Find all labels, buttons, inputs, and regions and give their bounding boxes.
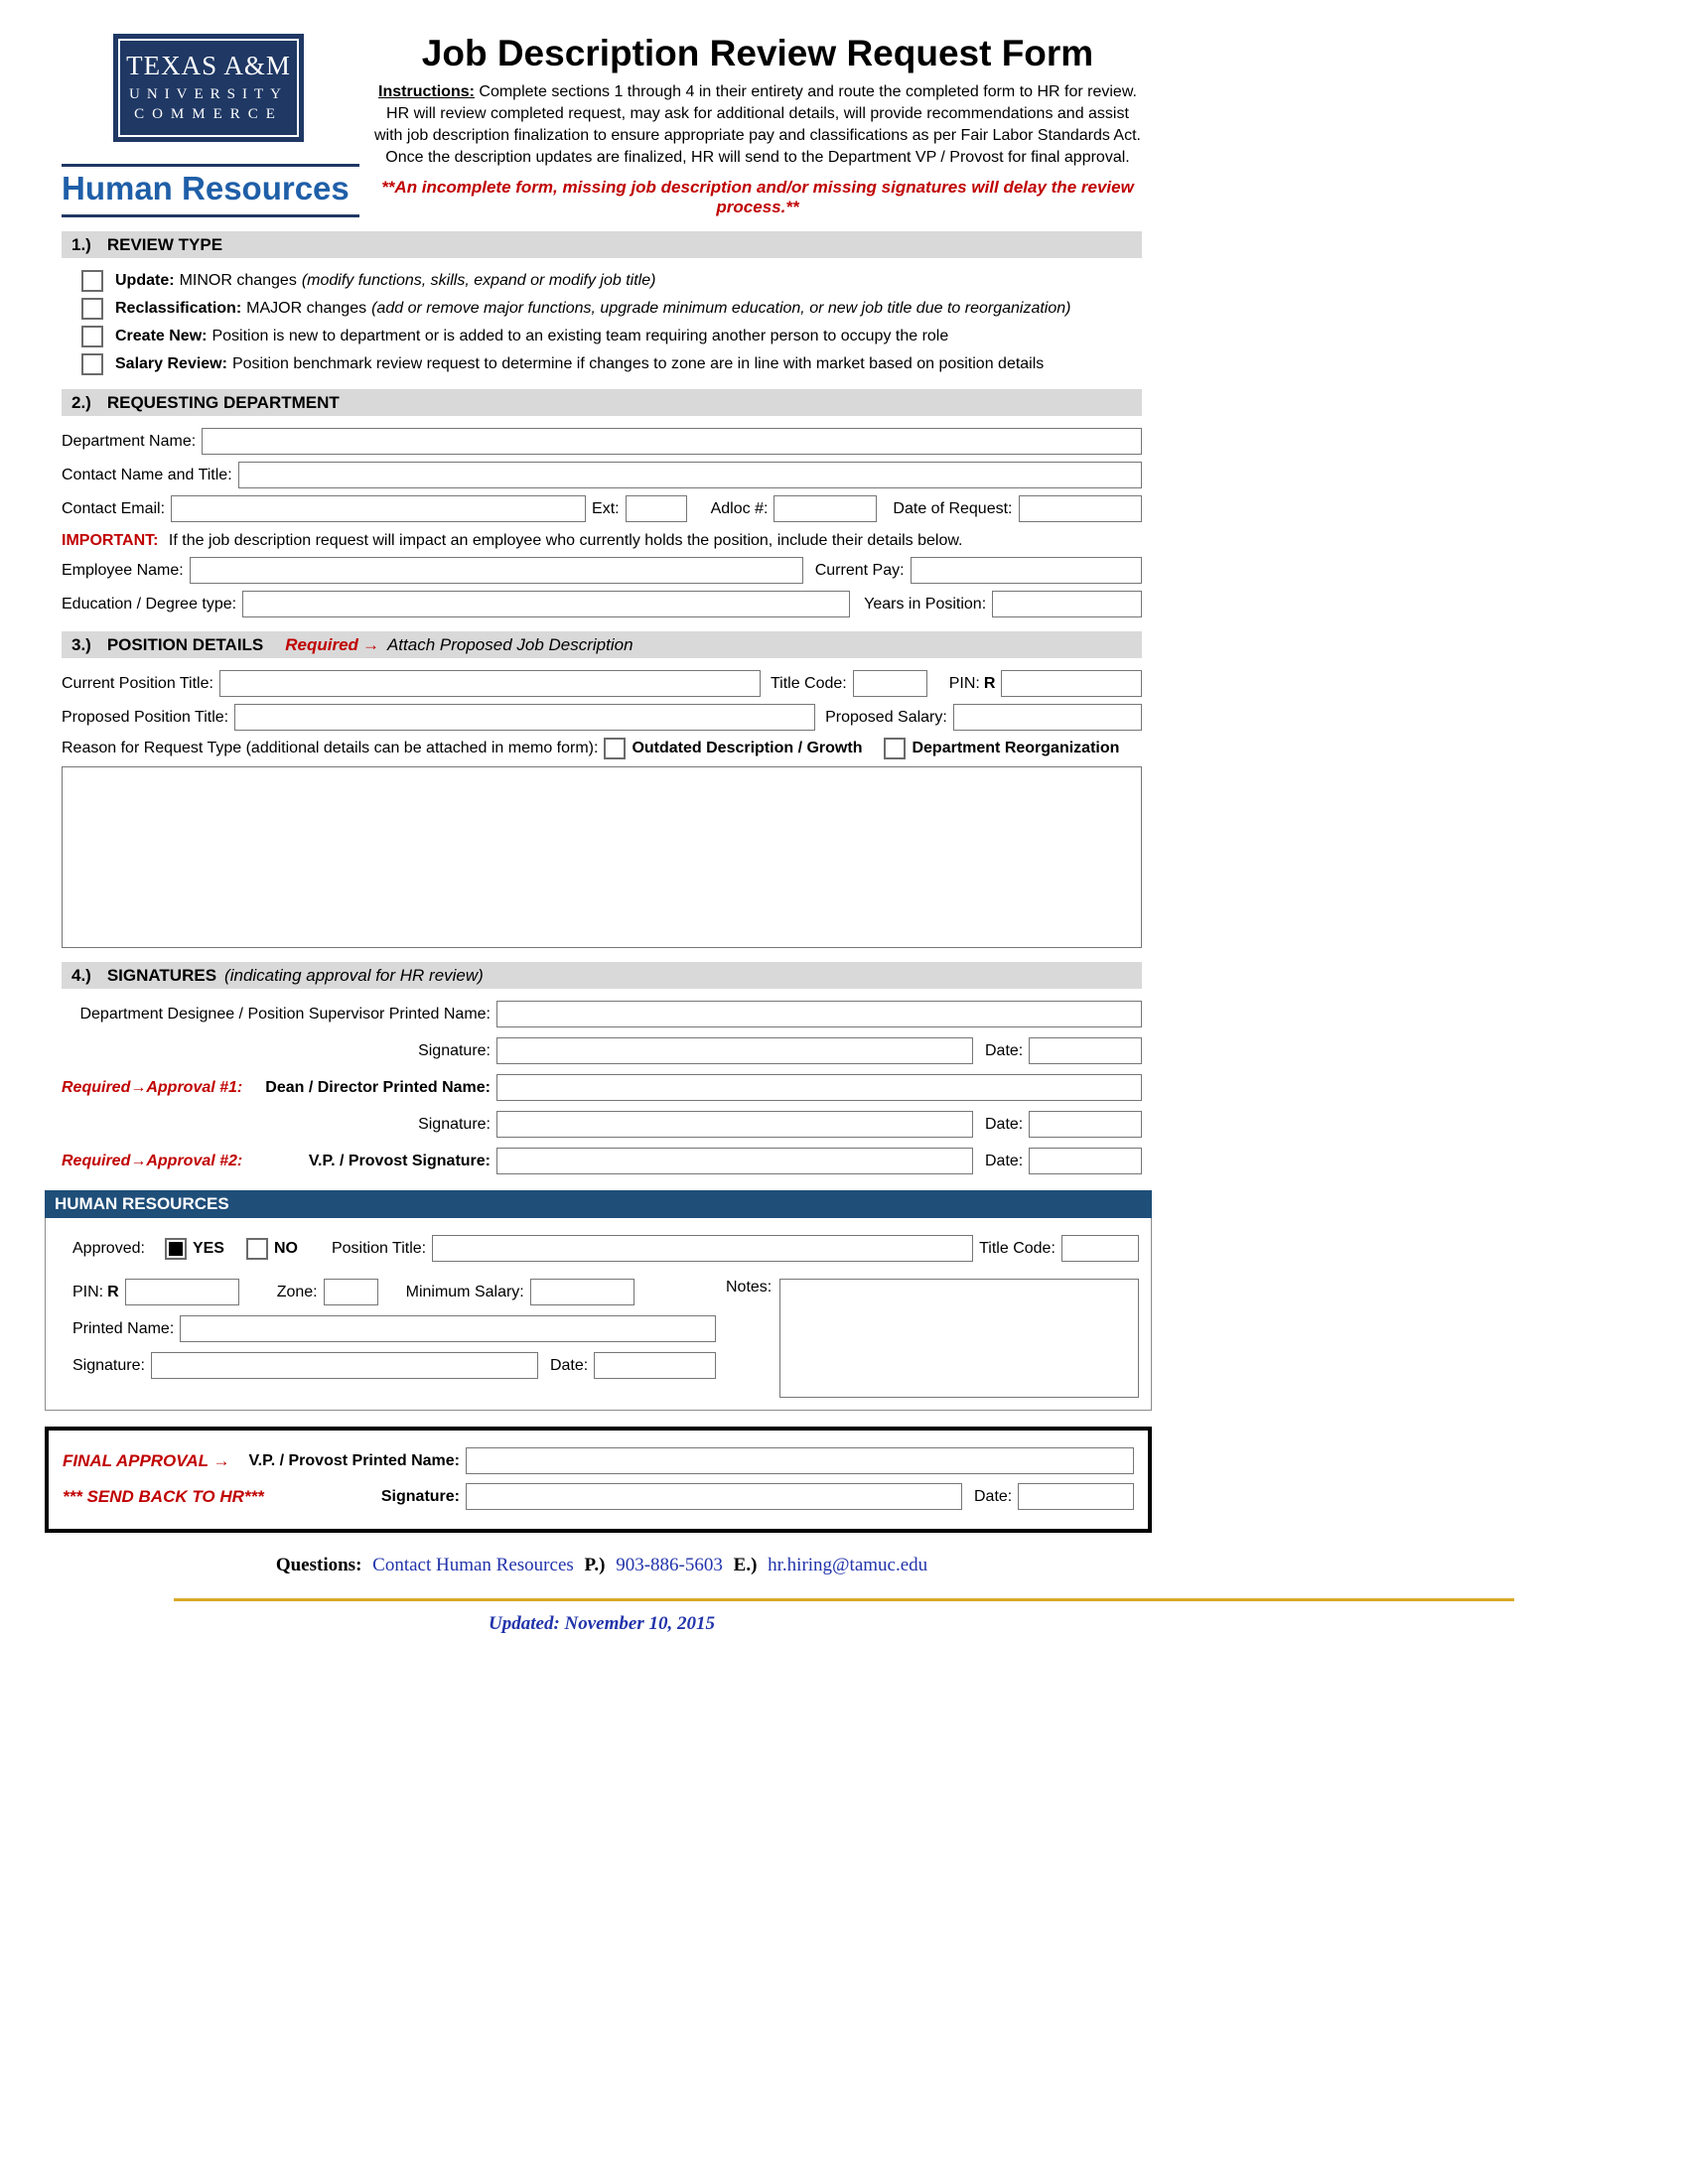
department-name-row <box>62 428 1142 455</box>
approved-no-checkbox[interactable] <box>246 1238 268 1260</box>
section-3-header <box>62 631 1142 658</box>
reason-label: Reason for Request Type (additional details can be attached in memo form): <box>62 740 599 756</box>
hr-section-header <box>45 1190 1152 1218</box>
title-code-input[interactable] <box>853 670 927 697</box>
final-date-input[interactable] <box>1018 1483 1134 1510</box>
university-logo-inner <box>118 39 299 137</box>
dean-director-label: Dean / Director Printed Name: <box>265 1078 491 1096</box>
reason-row <box>62 738 1142 759</box>
education-label: Education / Degree type: <box>62 595 237 613</box>
human-resources-banner <box>62 164 359 217</box>
contact-hr-text: Contact Human Resources <box>372 1555 574 1575</box>
option-label: Salary Review: <box>115 355 227 372</box>
header-left <box>62 34 359 217</box>
final-signature-label: Signature: <box>380 1487 460 1505</box>
email-label: E.) <box>733 1555 758 1575</box>
dean-signature-input[interactable] <box>496 1111 973 1138</box>
vp-provost-date-input[interactable] <box>1029 1148 1142 1174</box>
review-type-option-create-new <box>81 326 1142 347</box>
updated-date: Updated: November 10, 2015 <box>489 1613 715 1634</box>
final-vp-label-group <box>63 1451 460 1471</box>
final-approval-label: FINAL APPROVAL → <box>63 1450 230 1470</box>
hr-minimum-salary-label: Minimum Salary: <box>405 1283 524 1300</box>
approved-yes-checkbox[interactable] <box>165 1238 187 1260</box>
section-1-number: 1.) <box>71 234 91 254</box>
hr-pin-label: PIN: <box>72 1283 104 1300</box>
hr-notes-group <box>726 1279 1139 1398</box>
current-position-title-label: Current Position Title: <box>62 674 213 692</box>
signature-label-group <box>62 1042 491 1060</box>
form-content <box>55 231 1142 1576</box>
vp-provost-signature-input[interactable] <box>496 1148 973 1174</box>
section-2-title: REQUESTING DEPARTMENT <box>106 392 340 412</box>
divider-line <box>174 1598 1514 1601</box>
salary-review-checkbox[interactable] <box>81 353 103 375</box>
logo-line-1: TEXAS A&M <box>126 51 291 80</box>
final-vp-printed-name-label: V.P. / Provost Printed Name: <box>248 1451 460 1469</box>
no-label: NO <box>273 1239 298 1257</box>
ext-label: Ext: <box>592 499 620 517</box>
designee-signature-input[interactable] <box>496 1037 973 1064</box>
proposed-salary-label: Proposed Salary: <box>825 708 947 726</box>
current-position-row <box>62 670 1142 697</box>
hr-zone-label: Zone: <box>276 1283 318 1300</box>
page-title: Job Description Review Request Form <box>421 33 1094 73</box>
dean-date-input[interactable] <box>1029 1111 1142 1138</box>
final-signature-label-group <box>63 1487 460 1507</box>
employee-name-row <box>62 557 1142 584</box>
hr-position-title-label: Position Title: <box>331 1239 427 1257</box>
section-3-number: 3.) <box>71 634 91 654</box>
review-type-option-salary-review <box>81 353 1142 375</box>
instructions <box>373 81 1142 169</box>
reason-details-textarea[interactable] <box>62 766 1142 948</box>
important-text: If the job description request will impact an employee who currently holds the position, include their details below. <box>168 532 963 549</box>
hr-approved-row <box>72 1235 1139 1262</box>
education-degree-input[interactable] <box>242 591 850 617</box>
hr-section <box>45 1190 1152 1411</box>
hr-lower-left <box>72 1269 716 1398</box>
proposed-position-title-input[interactable] <box>234 704 815 731</box>
years-in-position-input[interactable] <box>992 591 1142 617</box>
dean-printed-name-input[interactable] <box>496 1074 1142 1101</box>
important-label: IMPORTANT: <box>62 532 159 549</box>
date-label: Date: <box>985 1152 1024 1169</box>
approved-label: Approved: <box>72 1239 145 1257</box>
hr-printed-name-input[interactable] <box>180 1315 716 1342</box>
section-2-header <box>62 389 1142 416</box>
department-reorganization-checkbox[interactable] <box>884 738 906 759</box>
final-signature-row <box>63 1483 1134 1510</box>
logo-line-3: COMMERCE <box>134 106 283 122</box>
designee-name-row <box>62 1001 1142 1027</box>
title-code-label: Title Code: <box>770 674 847 692</box>
section-4-number: 4.) <box>71 965 91 985</box>
proposed-position-row <box>62 704 1142 731</box>
hr-notes-label: Notes: <box>726 1279 773 1296</box>
incomplete-form-warning: **An incomplete form, missing job description and/or missing signatures will delay the review process.** <box>381 178 1134 216</box>
proposed-position-title-label: Proposed Position Title: <box>62 708 229 726</box>
hr-notes-textarea[interactable] <box>779 1279 1139 1398</box>
reason-option2-label: Department Reorganization <box>912 740 1120 756</box>
option-label: Reclassification: <box>115 300 242 317</box>
questions-label: Questions: <box>275 1555 362 1575</box>
hr-section-body <box>45 1218 1152 1411</box>
approval2-required-label: Required→Approval #2: <box>62 1152 243 1169</box>
section-3-title: POSITION DETAILS <box>106 634 264 654</box>
review-type-option-reclassification <box>81 298 1142 320</box>
logo-line-2: UNIVERSITY <box>129 86 288 102</box>
option-text: MAJOR changes <box>246 300 367 317</box>
contact-email-label: Contact Email: <box>62 499 166 517</box>
current-pay-input[interactable] <box>911 557 1142 584</box>
employee-name-label: Employee Name: <box>62 561 184 579</box>
option-label: Update: <box>115 272 175 289</box>
proposed-salary-input[interactable] <box>953 704 1142 731</box>
hr-pin-input[interactable] <box>125 1279 239 1305</box>
contact-email-input[interactable] <box>171 495 586 522</box>
education-row <box>62 591 1142 617</box>
create-new-checkbox[interactable] <box>81 326 103 347</box>
contact-name-title-input[interactable] <box>238 462 1142 488</box>
header <box>62 0 1142 217</box>
hr-signature-row <box>72 1352 716 1379</box>
vp-provost-signature-label: V.P. / Provost Signature: <box>308 1152 491 1169</box>
option-note: (modify functions, skills, expand or modify job title) <box>301 272 656 289</box>
designee-printed-name-input[interactable] <box>496 1001 1142 1027</box>
designee-date-input[interactable] <box>1029 1037 1142 1064</box>
date-label: Date: <box>985 1041 1024 1059</box>
review-type-option-update <box>81 270 1142 292</box>
current-pay-label: Current Pay: <box>814 561 905 579</box>
university-logo <box>113 34 304 142</box>
approval2-label-group <box>62 1153 491 1170</box>
yes-label: YES <box>192 1239 224 1257</box>
phone-label: P.) <box>584 1555 606 1575</box>
hr-pin-prefix: R <box>107 1283 119 1300</box>
employee-name-input[interactable] <box>190 557 803 584</box>
hr-signature-label: Signature: <box>72 1356 145 1374</box>
pin-label: PIN: <box>948 674 980 692</box>
ext-input[interactable] <box>626 495 687 522</box>
adloc-input[interactable] <box>774 495 877 522</box>
approval1-required-label: Required→Approval #1: <box>62 1078 243 1096</box>
option-text: Position is new to department or is added to an existing team requiring another person to occupy the role <box>211 328 949 344</box>
option-label: Create New: <box>115 328 208 344</box>
arrow-icon: → <box>212 1450 230 1470</box>
department-name-label: Department Name: <box>62 432 197 450</box>
hr-printed-name-label: Printed Name: <box>72 1319 175 1337</box>
important-note <box>62 532 1142 550</box>
section-1-header <box>62 231 1142 258</box>
hr-zone-input[interactable] <box>324 1279 378 1305</box>
hr-title-code-input[interactable] <box>1061 1235 1139 1262</box>
final-signature-input[interactable] <box>466 1483 962 1510</box>
adloc-label: Adloc #: <box>710 499 769 517</box>
pin-prefix: R <box>983 674 996 692</box>
approval1-label-group <box>62 1079 491 1097</box>
arrow-icon: → <box>361 634 379 654</box>
hr-date-input[interactable] <box>594 1352 716 1379</box>
section-2-number: 2.) <box>71 392 91 412</box>
hr-title-code-label: Title Code: <box>979 1239 1055 1257</box>
option-note: (add or remove major functions, upgrade minimum education, or new job title due to reorganization) <box>371 300 1071 317</box>
approval2-signature-row <box>62 1148 1142 1174</box>
hr-pin-row <box>72 1279 716 1305</box>
section-4-header <box>62 962 1142 989</box>
department-name-input[interactable] <box>202 428 1142 455</box>
date-label: Date: <box>985 1115 1024 1133</box>
update-checkbox[interactable] <box>81 270 103 292</box>
human-resources-title: Human Resources <box>62 170 350 206</box>
final-vp-name-row <box>63 1447 1134 1474</box>
hr-printed-name-row <box>72 1315 716 1342</box>
hr-date-label: Date: <box>549 1356 589 1374</box>
hr-minimum-salary-input[interactable] <box>530 1279 634 1305</box>
email-address[interactable]: hr.hiring@tamuc.edu <box>768 1555 928 1575</box>
final-approval-section <box>45 1427 1152 1533</box>
hr-lower-grid <box>72 1269 1139 1398</box>
attach-note: Attach Proposed Job Description <box>386 634 633 654</box>
instructions-label: Instructions: <box>378 82 475 100</box>
approval1-signature-row <box>62 1111 1142 1138</box>
phone-number: 903-886-5603 <box>616 1555 723 1575</box>
signature-label: Signature: <box>418 1041 491 1059</box>
pin-input[interactable] <box>1001 670 1142 697</box>
section-4-title: SIGNATURES <box>106 965 217 985</box>
hr-section-title: HUMAN RESOURCES <box>55 1194 229 1213</box>
reason-option1-label: Outdated Description / Growth <box>632 740 863 756</box>
footer-questions-line <box>62 1555 1142 1576</box>
send-back-label: *** SEND BACK TO HR*** <box>63 1486 264 1506</box>
instructions-text-2: Once the description updates are finalized, HR will send to the Department VP / Provost for final approval. <box>385 148 1130 166</box>
option-text: Position benchmark review request to determine if changes to zone are in line with market based on position details <box>231 355 1045 372</box>
years-in-position-label: Years in Position: <box>864 595 987 613</box>
reclassification-checkbox[interactable] <box>81 298 103 320</box>
date-of-request-label: Date of Request: <box>893 499 1013 517</box>
date-of-request-input[interactable] <box>1019 495 1143 522</box>
signature-label: Signature: <box>418 1115 491 1133</box>
current-position-title-input[interactable] <box>219 670 761 697</box>
designee-label: Department Designee / Position Supervisor Printed Name: <box>79 1005 491 1023</box>
final-vp-printed-name-input[interactable] <box>466 1447 1134 1474</box>
header-right <box>359 34 1142 217</box>
contact-name-row <box>62 462 1142 488</box>
signature-label-group <box>62 1116 491 1134</box>
approval1-name-row <box>62 1074 1142 1101</box>
outdated-description-checkbox[interactable] <box>604 738 626 759</box>
final-date-label: Date: <box>974 1487 1013 1505</box>
option-text: MINOR changes <box>179 272 297 289</box>
contact-name-label: Contact Name and Title: <box>62 466 232 483</box>
contact-email-row <box>62 495 1142 522</box>
section-1-title: REVIEW TYPE <box>106 234 223 254</box>
hr-position-title-input[interactable] <box>432 1235 973 1262</box>
instructions-text: Complete sections 1 through 4 in their entirety and route the completed form to HR for review. HR will review completed request, may ask for additional details, will provide recommendations and assist with job description finalization to ensure appropriate pay and classifications as per Fair Labor Standards Act. <box>374 82 1141 144</box>
hr-signature-input[interactable] <box>151 1352 538 1379</box>
designee-signature-row <box>62 1037 1142 1064</box>
section-4-note: (indicating approval for HR review) <box>224 965 484 985</box>
designee-label-group <box>62 1006 491 1024</box>
required-label: Required <box>285 634 358 654</box>
